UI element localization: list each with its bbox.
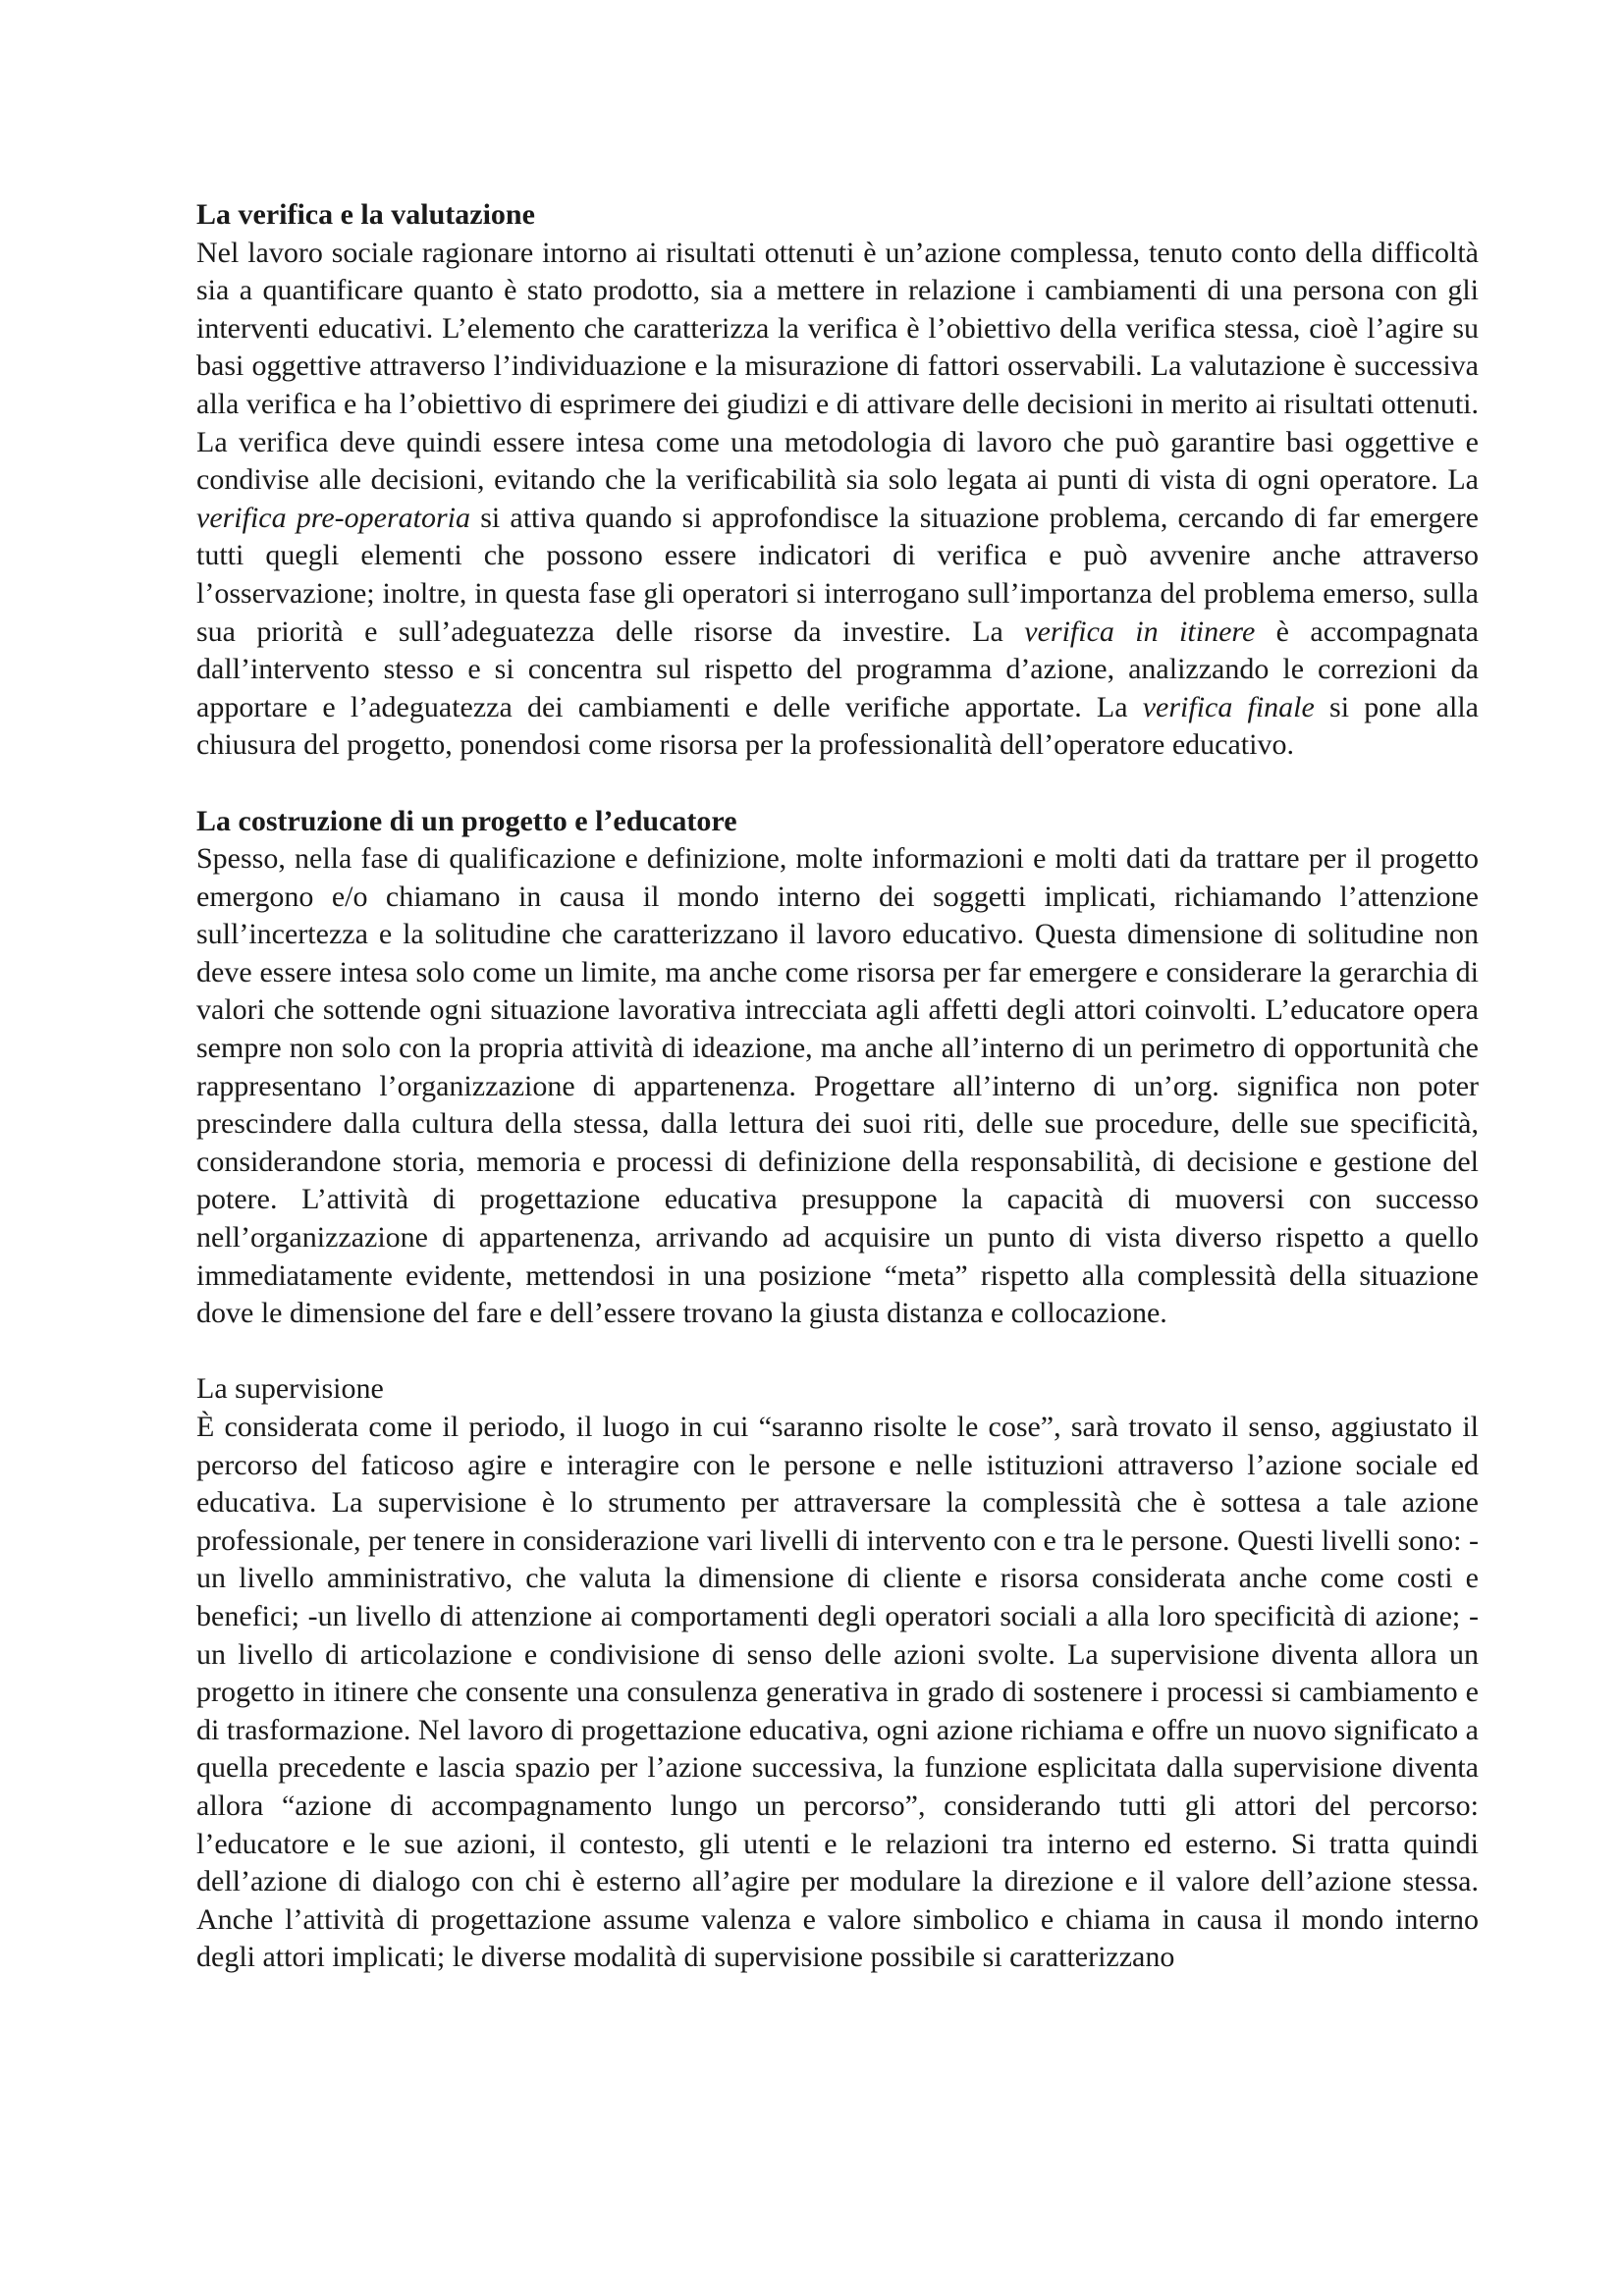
- paragraph-supervisione: È considerata come il periodo, il luogo in cui “saranno risolte le cose”, sarà trovato il senso, aggiustato il percorso del faticoso agire e interagire con le persone e nelle istituzioni attraverso l’azione sociale ed educativa. La supervisione è lo strumento per attraversare la complessità che è sottesa a tale azione professionale, per tenere in considerazione vari livelli di intervento con e tra le persone. Questi livelli sono: -un livello amministrativo, che valuta la dimensione di cliente e risorsa considerata anche come costi e benefici; -un livello di attenzione ai comportamenti degli operatori sociali a alla loro specificità di azione; -un livello di articolazione e condivisione di senso delle azioni svolte. La supervisione diventa allora un progetto in itinere che consente una consulenza generativa in grado di sostenere i processi si cambiamento e di trasformazione. Nel lavoro di progettazione educativa, ogni azione richiama e offre un nuovo significato a quella precedente e lascia spazio per l’azione successiva, la funzione esplicitata dalla supervisione diventa allora “azione di accompagnamento lungo un percorso”, considerando tutti gli attori del percorso: l’educatore e le sue azioni, il contesto, gli utenti e le relazioni tra interno ed esterno. Si tratta quindi dell’azione di dialogo con chi è esterno all’agire per modulare la direzione e il valore dell’azione stessa. Anche l’attività di progettazione assume valenza e valore simbolico e chiama in causa il mondo interno degli attori implicati; le diverse modalità di supervisione possibile si caratterizzano: [196, 1411, 1479, 1974]
- paragraph-progetto: Spesso, nella fase di qualificazione e definizione, molte informazioni e molti dati da trattare per il progetto emergono e/o chiamano in causa il mondo interno dei soggetti implicati, richiamando l’attenzione sull’incertezza e la solitudine che caratterizzano il lavoro educativo. Questa dimensione di solitudine non deve essere intesa solo come un limite, ma anche come risorsa per far emergere e considerare la gerarchia di valori che sottende ogni situazione lavorativa intrecciata agli affetti degli attori coinvolti. L’educatore opera sempre non solo con la propria attività di ideazione, ma anche all’interno di un perimetro di opportunità che rappresentano l’organizzazione di appartenenza. Progettare all’interno di un’org. significa non poter prescindere dalla cultura della stessa, dalla lettura dei suoi riti, delle sue procedure, delle sue specificità, considerandone storia, memoria e processi di definizione della responsabilità, di decisione e gestione del potere. L’attività di progettazione educativa presuppone la capacità di muoversi con successo nell’organizzazione di appartenenza, arrivando ad acquisire un punto di vista diverso rispetto a quello immediatamente evidente, mettendosi in una posizione “meta” rispetto alla complessità della situazione dove le dimensione del fare e dell’essere trovano la giusta distanza e collocazione.: [196, 842, 1479, 1330]
- text-run: si attiva quando si approfondisce la situazione problema, cercando di far emergere tutti quegli elementi che possono essere indicatori di verifica e può avvenire anche attraverso l’osservazione; inoltre, in questa fase gli operatori si interrogano sull’importanza del problema emerso, sulla sua priorità e sull’adeguatezza delle risorse da investire. La: [196, 501, 1479, 648]
- section-title-progetto: La costruzione di un progetto e l’educatore: [196, 804, 737, 837]
- section-title-supervisione: La supervisione: [196, 1372, 384, 1406]
- term-verifica-in-itinere: verifica in itinere: [1024, 614, 1256, 648]
- section-title-verifica: La verifica e la valutazione: [196, 198, 535, 231]
- term-verifica-pre-operatoria: verifica pre-operatoria: [196, 501, 471, 534]
- text-run: Nel lavoro sociale ragionare intorno ai risultati ottenuti è un’azione complessa, tenuto conto della difficoltà sia a quantificare quanto è stato prodotto, sia a mettere in relazione i cambiamenti di una persona con gli interventi educativi. L’elemento che caratterizza la verifica è l’obiettivo della verifica stessa, cioè l’agire su basi oggettive attraverso l’individuazione e la misurazione di fattori osservabili. La valutazione è successiva alla verifica e ha l’obiettivo di esprimere dei giudizi e di attivare delle decisioni in merito ai risultati ottenuti. La verifica deve quindi essere intesa come una metodologia di lavoro che può garantire basi oggettive e condivise alle decisioni, evitando che la verificabilità sia solo legata ai punti di vista di ogni operatore. La: [196, 236, 1479, 497]
- page-content: [196, 196, 1479, 1977]
- paragraph-verifica: [196, 235, 1479, 765]
- term-verifica-finale: verifica finale: [1142, 690, 1315, 723]
- text-run: è accompagnata dall’intervento stesso e si concentra sul rispetto del programma d’azione, analizzando le correzioni da apportare e l’adeguatezza dei cambiamenti e delle verifiche apportate. La: [196, 614, 1479, 723]
- text-run: si pone alla chiusura del progetto, ponendosi come risorsa per la professionalità dell’operatore educativo.: [196, 690, 1479, 762]
- paragraph-spacer: [196, 765, 1479, 803]
- paragraph-spacer: [196, 1333, 1479, 1371]
